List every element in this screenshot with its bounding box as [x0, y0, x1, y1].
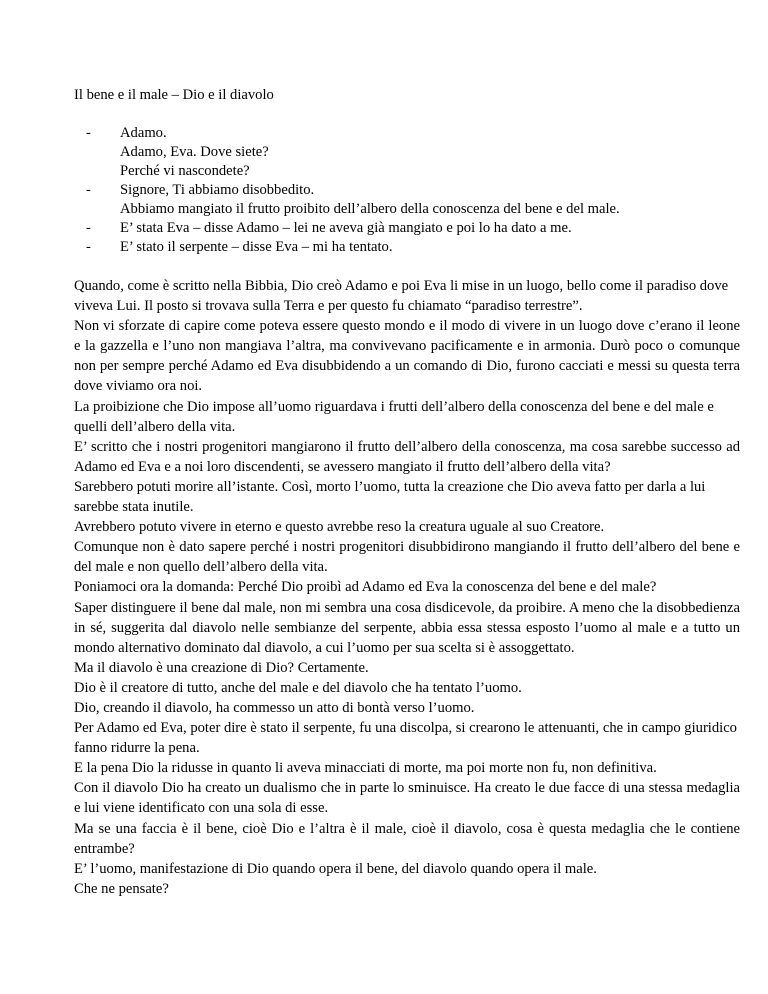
paragraph: La proibizione che Dio impose all’uomo riguardava i frutti dell’albero della conoscenza del bene e del male e quelli dell’albero della vita.	[74, 398, 714, 435]
dialogue-dash: -	[86, 182, 91, 198]
dialogue-line: Perché vi nascondete?	[120, 163, 250, 179]
paragraph: Poniamoci ora la domanda: Perché Dio proibì ad Adamo ed Eva la conoscenza del bene e del male?	[74, 579, 657, 596]
paragraph: Che ne pensate?	[74, 880, 169, 897]
paragraph: E’ scritto che i nostri progenitori mangiarono il frutto dell’albero della conoscenza, ma cosa sarebbe successo ad Adamo ed Eva e a noi loro discendenti, se avessero mangiato il frutto dell’albero della vita?	[74, 438, 740, 475]
dialogue-line: Adamo, Eva. Dove siete?	[120, 144, 269, 160]
paragraph: Dio, creando il diavolo, ha commesso un atto di bontà verso l’uomo.	[74, 699, 475, 716]
body-text	[74, 276, 740, 899]
paragraph: Ma se una faccia è il bene, cioè Dio e l’altra è il male, cioè il diavolo, cosa è questa medaglia che le contiene entrambe?	[74, 820, 740, 857]
document-title: Il bene e il male – Dio e il diavolo	[74, 87, 274, 103]
dialogue-line: E’ stata Eva – disse Adamo – lei ne aveva già mangiato e poi lo ha dato a me.	[120, 220, 572, 236]
dialogue-dash: -	[86, 125, 91, 141]
paragraph: Saper distinguere il bene dal male, non mi sembra una cosa disdicevole, da proibire. A meno che la disobbedienza in sé, suggerita dal diavolo nelle sembianze del serpente, abbia essa stessa esposto l’uomo al male e a tutto un mondo alternativo dominato dal diavolo, a cui l’uomo per sua scelta si è assoggettato.	[74, 599, 740, 656]
dialogue-line: Abbiamo mangiato il frutto proibito dell’albero della conoscenza del bene e del male.	[120, 201, 620, 217]
paragraph: Sarebbero potuti morire all’istante. Così, morto l’uomo, tutta la creazione che Dio aveva fatto per darla a lui sarebbe stata inutile.	[74, 478, 706, 516]
paragraph: Quando, come è scritto nella Bibbia, Dio creò Adamo e poi Eva li mise in un luogo, bello come il paradiso dove viveva Lui. Il posto si trovava sulla Terra e per questo fu chiamato “paradiso terrestre”.	[74, 278, 729, 315]
dialogue-line: Signore, Ti abbiamo disobbedito.	[120, 182, 315, 198]
paragraph: E la pena Dio la ridusse in quanto li aveva minacciati di morte, ma poi morte non fu, non definitiva.	[74, 760, 657, 777]
paragraph: E’ l’uomo, manifestazione di Dio quando opera il bene, del diavolo quando opera il male.	[74, 860, 597, 877]
dialogue-dash: -	[86, 220, 91, 236]
paragraph: Comunque non è dato sapere perché i nostri progenitori disubbidirono mangiando il frutto dell’albero del bene e del male e non quello dell’albero della vita.	[74, 539, 740, 576]
paragraph: Con il diavolo Dio ha creato un dualismo che in parte lo sminuisce. Ha creato le due facce di una stessa medaglia e lui viene identificato con una sola di esse.	[74, 780, 740, 817]
paragraph: Ma il diavolo è una creazione di Dio? Certamente.	[74, 659, 369, 676]
dialogue-line: E’ stato il serpente – disse Eva – mi ha tentato.	[120, 239, 393, 255]
paragraph: Avrebbero potuto vivere in eterno e questo avrebbe reso la creatura uguale al suo Creatore.	[74, 519, 605, 536]
paragraph: Dio è il creatore di tutto, anche del male e del diavolo che ha tentato l’uomo.	[74, 679, 522, 696]
paragraph: Per Adamo ed Eva, poter dire è stato il serpente, fu una discolpa, si crearono le attenuanti, che in campo giuridico fanno ridurre la pena.	[74, 720, 737, 757]
dialogue-dash: -	[86, 239, 91, 255]
paragraph: Non vi sforzate di capire come poteva essere questo mondo e il modo di vivere in un luogo dove c’erano il leone e la gazzella e l’uno non mangiava l’altra, ma convivevano pacificamente e in armonia. Durò poco o comunque non per sempre perché Adamo ed Eva disubbidendo a un comando di Dio, furono cacciati e messi su questa terra dove viviamo ora noi.	[74, 318, 740, 395]
dialogue-line: Adamo.	[120, 125, 167, 141]
